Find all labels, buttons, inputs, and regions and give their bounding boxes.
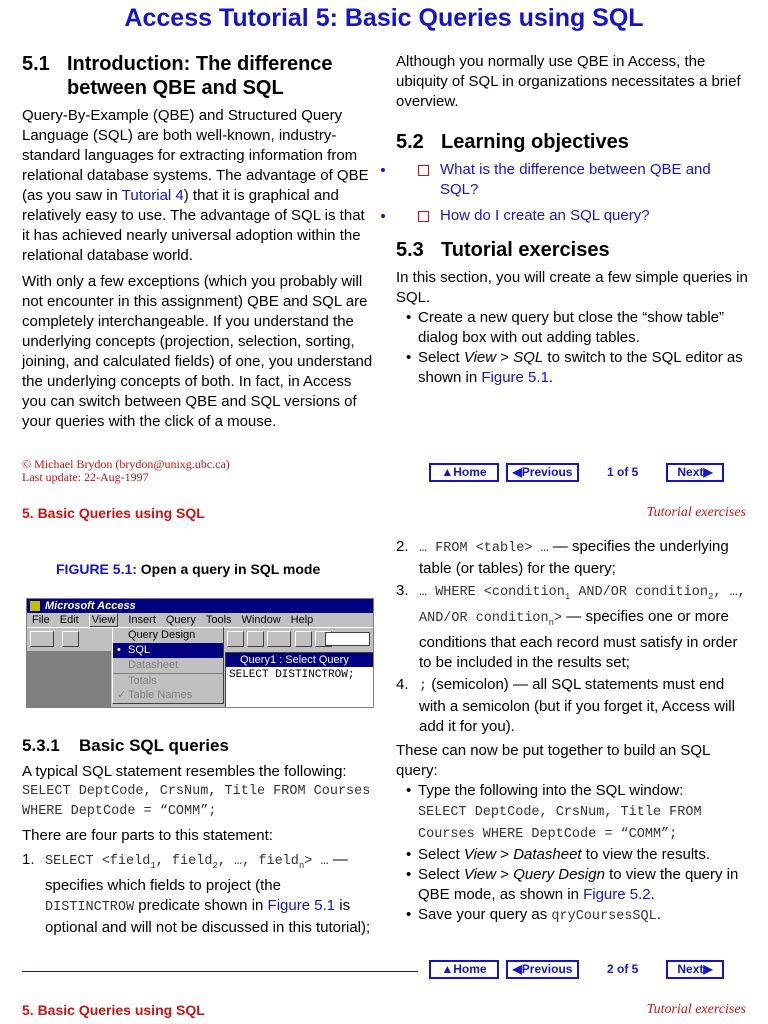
screenshot-titlebar: Microsoft Access [27, 599, 373, 613]
section-5-3-heading: 5.3 Tutorial exercises [396, 239, 610, 261]
left-column-1 [22, 52, 374, 438]
arrow-left-icon: ◀ [512, 962, 522, 976]
home-icon: ▲ [441, 465, 454, 479]
intro-text [22, 106, 374, 432]
list-item: 2. … FROM <table> … — specifies the underlying table (or tables) for the query; [396, 538, 729, 577]
section-header-right: Tutorial exercises [646, 1002, 746, 1017]
page-title: Access Tutorial 5: Basic Queries using SQL [124, 4, 644, 32]
figure-5-2-link[interactable]: Figure 5.2 [583, 886, 651, 903]
intro-paragraph-2: With only a few exceptions (which you probably will not encounter in this assignment) QBE and SQL are completely interchangeable. If you understand the underlying concepts (projection, selection, sorting, joining, and calculated fields) of one, you understand the underlying concepts of both. In fact, in Access you can switch between QBE and SQL versions of your queries with the click of a mouse. [22, 273, 373, 430]
page-counter: 1 of 5 [607, 465, 639, 479]
access-key-icon [30, 601, 40, 611]
home-icon: ▲ [441, 962, 454, 976]
list-item: 3. … WHERE <condition$_1$ AND/OR condition$_2$, …, AND/OR condition$_n$> — specifies one or more conditions that each record must satisfy in order to be included in the results set; [396, 582, 746, 671]
list-item: 4. ; (semicolon) — all SQL statements must end with a semicolon (but if you forget it, Access will add it for you). [396, 676, 735, 735]
access-screenshot [26, 598, 374, 708]
objective-item[interactable]: • How do I create an SQL query? [396, 206, 748, 226]
list-item: • Select View > Datasheet to view the results. [396, 845, 748, 865]
home-button[interactable]: ▲Home [429, 960, 499, 979]
intro-paragraph-1: Query-By-Example (QBE) and Structured Query Language (SQL) are both well-known, industry-standard languages for extracting information from relational database systems. The advantage of QBE (as you saw in Tutorial 4) that it is graphical and relatively easy to use. The advantage of SQL is that it has achieved nearly universal adoption within the relational database world. [22, 107, 369, 264]
example-statement: SELECT DeptCode, CrsNum, Title FROM Courses WHERE DeptCode = “COMM”; [22, 784, 371, 819]
section-5-1-heading: 5.1 Introduction: The difference between QBE and SQL [22, 53, 333, 99]
section-header: 5. Basic Queries using SQL [22, 505, 205, 521]
section-header-right: Tutorial exercises [646, 505, 746, 520]
list-item: • Create a new query but close the “show table” dialog box with out adding tables. [396, 308, 748, 348]
right-column-2: 2. … FROM <table> … — specifies the underlying table (or tables) for the query; 3. … WHERE <condition$_1$ AND/OR condition$_2$, …, AND/OR condition$_n$> — specifies one or more conditions that each record must satisfy in order to be included in the results set; 4. ; (semicolon) — all SQL statements must end with a semicolon (but if you forget it, Access will add it for you). These can now be put together to build an SQL query: • Type the following into the SQL window: SELECT DeptCode, CrsNum, Title FROM Courses WHERE DeptCode = “COMM”; • Select View > Datasheet to view the results. • Select View > Query Design to view the query in QBE mode, as shown in Figure 5.2. • Save your query as qryCoursesSQL. [396, 537, 748, 927]
next-button[interactable]: Next▶ [666, 463, 724, 482]
section-5-3-1-heading: 5.3.1 Basic SQL queries [22, 736, 229, 755]
list-item: • Select View > Query Design to view the query in QBE mode, as shown in Figure 5.2. [396, 865, 748, 905]
tutorial-4-link[interactable]: Tutorial 4 [121, 187, 184, 204]
figure-5-1-link[interactable]: Figure 5.1 [267, 897, 336, 914]
section-5-3-text: In this section, you will create a few simple queries in SQL. • Create a new query but close the “show table” dialog box with out adding tables. • Select View > SQL to switch to the SQL editor as shown in Figure 5.1. [396, 268, 748, 388]
next-button[interactable]: Next▶ [666, 960, 724, 979]
objective-item[interactable]: • What is the difference between QBE and SQL? [396, 160, 748, 200]
overview-paragraph: Although you normally use QBE in Access, the ubiquity of SQL in organizations necessitates a brief overview. [396, 53, 741, 110]
figure-caption: FIGURE 5.1: Open a query in SQL mode [56, 561, 321, 577]
page-counter: 2 of 5 [607, 962, 639, 976]
previous-button[interactable]: ◀Previous [506, 960, 579, 979]
section-5-2-heading: 5.2 Learning objectives [396, 131, 629, 153]
footer-divider [22, 971, 418, 972]
previous-button[interactable]: ◀Previous [506, 463, 579, 482]
view-dropdown-menu: Query Design • SQL Datasheet Totals ✓ Table Names [112, 627, 224, 704]
right-column-1 [396, 52, 748, 388]
query-window: Query1 : Select Query SELECT DISTINCTROW; [225, 652, 374, 708]
home-button[interactable]: ▲Home [429, 463, 499, 482]
list-item: • Select View > SQL to switch to the SQL editor as shown in Figure 5.1. [396, 348, 748, 388]
arrow-left-icon: ◀ [512, 465, 522, 479]
left-column-2: 5.3.1 Basic SQL queries A typical SQL statement resembles the following: SELECT DeptCode, CrsNum, Title FROM Courses WHERE DeptCode = “COMM”; There are four parts to this statement: 1. SELECT <field$_1$, field$_2$, …, field$_n$> … — specifies which fields to project (the DISTINCTROW predicate shown in Figure 5.1 is optional and will not be discussed in this tutorial); [22, 736, 374, 940]
list-item: 1. SELECT <field$_1$, field$_2$, …, field$_n$> … — specifies which fields to project (the DISTINCTROW predicate shown in Figure 5.1 is optional and will not be discussed in this tutorial); [22, 851, 371, 936]
screenshot-menubar: File Edit View Insert Query Tools Window Help [32, 614, 314, 626]
list-item: • Type the following into the SQL window: SELECT DeptCode, CrsNum, Title FROM Courses WHERE DeptCode = “COMM”; [396, 781, 748, 845]
figure-5-1-link[interactable]: Figure 5.1 [481, 369, 549, 386]
section-header: 5. Basic Queries using SQL [22, 1002, 205, 1018]
arrow-right-icon: ▶ [703, 465, 713, 479]
author-footer: © Michael Brydon (brydon@unixg.ubc.ca) Last update: 22-Aug-1997 [22, 457, 230, 484]
objectives-list [396, 160, 748, 226]
list-item: • Save your query as qryCoursesSQL. [396, 905, 748, 927]
arrow-right-icon: ▶ [703, 962, 713, 976]
